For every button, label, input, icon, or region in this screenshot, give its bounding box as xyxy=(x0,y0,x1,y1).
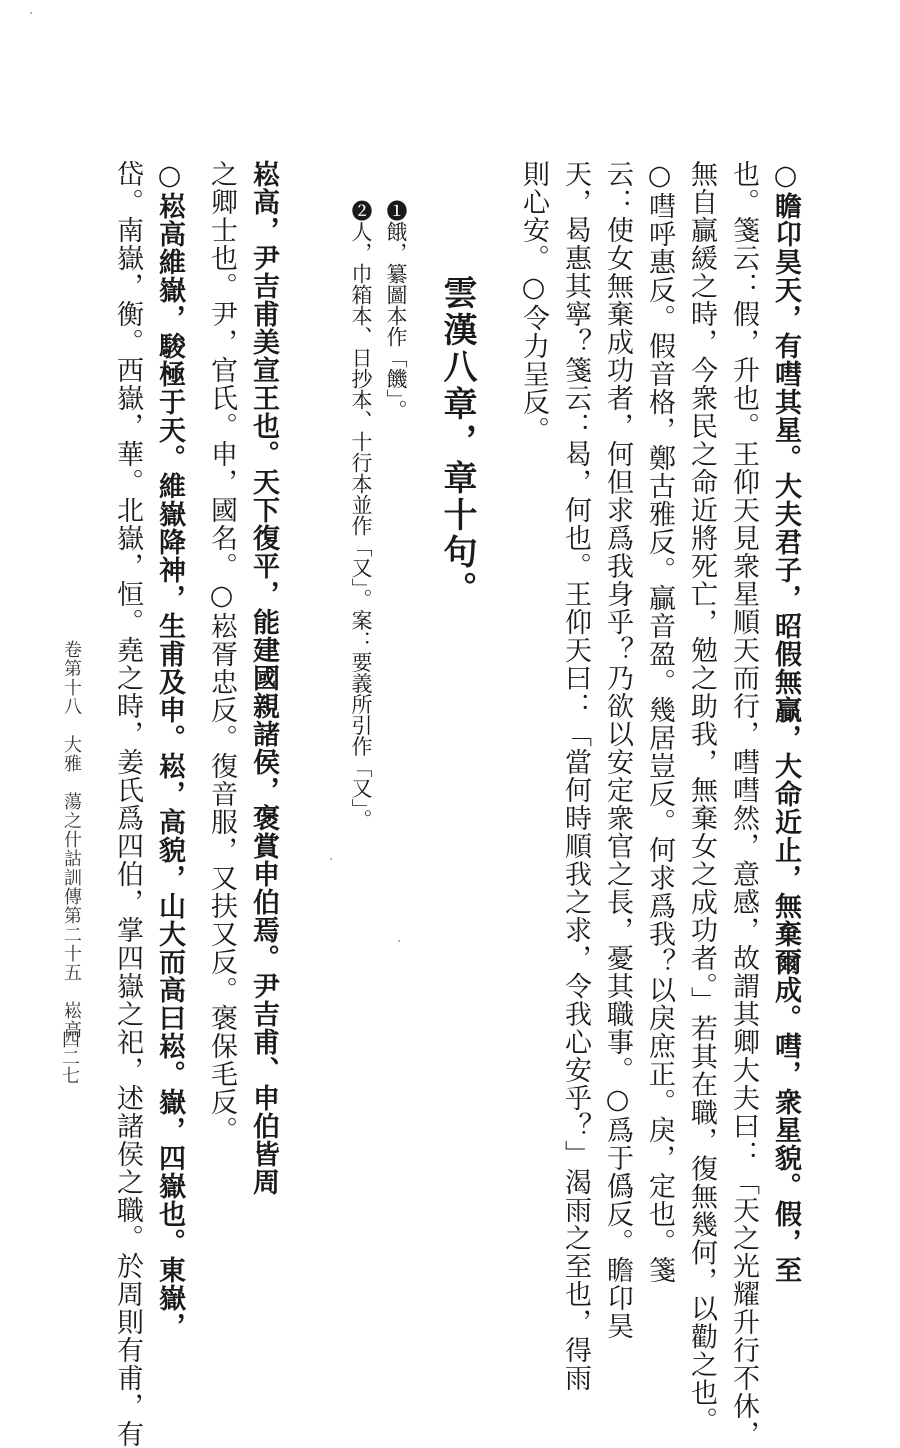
chapter-title: 雲漢八章，章十句。 xyxy=(437,275,477,608)
text-column-6: 天，曷惠其寧？箋云：曷，何也。王仰天曰：「當何時順我之求，令我心安乎？」渴雨之至也，得雨 xyxy=(560,160,591,1392)
text-column-8: 崧高，尹吉甫美宣王也。天下復平，能建國親諸侯，褒賞申伯焉。尹吉甫、申伯皆周 xyxy=(248,160,279,1196)
text-column-5: 云：使女無棄成功者，何但求爲我身乎？乃欲以安定衆官之長，憂其職事。○爲于僞反。瞻卬昊 xyxy=(602,160,633,1340)
text-column-1: ○瞻卬昊天，有嘒其星。大夫君子，昭假無贏，大命近止，無棄爾成。嘒，衆星貌。假，至 xyxy=(770,160,801,1284)
page-number: 四二七 xyxy=(59,1030,80,1084)
speck xyxy=(398,940,400,942)
speck xyxy=(30,12,32,14)
text-column-10: ○崧高維嶽，駿極于天。維嶽降神，生甫及申。崧，高貌，山大而高曰崧。嶽，四嶽也。東嶽， xyxy=(154,160,185,1340)
text-column-11: 岱。南嶽，衡。西嶽，華。北嶽，恒。堯之時，姜氏爲四伯，掌四嶽之祀，述諸侯之職。於周則有甫，有 xyxy=(112,160,143,1448)
text-column-7: 則心安。○令力呈反。 xyxy=(518,160,549,444)
collation-note-2: ❷人，巾箱本、日抄本、十行本並作「又」。案：要義所引作「又」。 xyxy=(349,200,373,830)
text-column-4: ○嘒呼惠反。假音格，鄭古雅反。贏音盈。幾居豈反。何求爲我？以戾庶正。戾，定也。箋 xyxy=(644,160,675,1284)
text-column-3: 無自贏緩之時，今衆民之命近將死亡，勉之助我，無棄女之成功者。」若其在職，復無幾何，以勸之也。 xyxy=(686,160,717,1435)
collation-note-1: ❶餓，纂圖本作「饑」。 xyxy=(384,200,408,421)
speck xyxy=(330,858,332,860)
text-column-2: 也。箋云：假，升也。王仰天見衆星順天而行，嘒嘒然，意感，故謂其卿大夫曰：「天之光耀升行不休， xyxy=(728,160,759,1448)
text-column-9: 之卿士也。尹，官氏。申，國名。○崧胥忠反。復音服，又扶又反。褒保毛反。 xyxy=(206,160,237,1144)
running-footer: 卷第十八 大雅 蕩之什詁訓傳第二十五 崧高 xyxy=(61,640,82,1039)
